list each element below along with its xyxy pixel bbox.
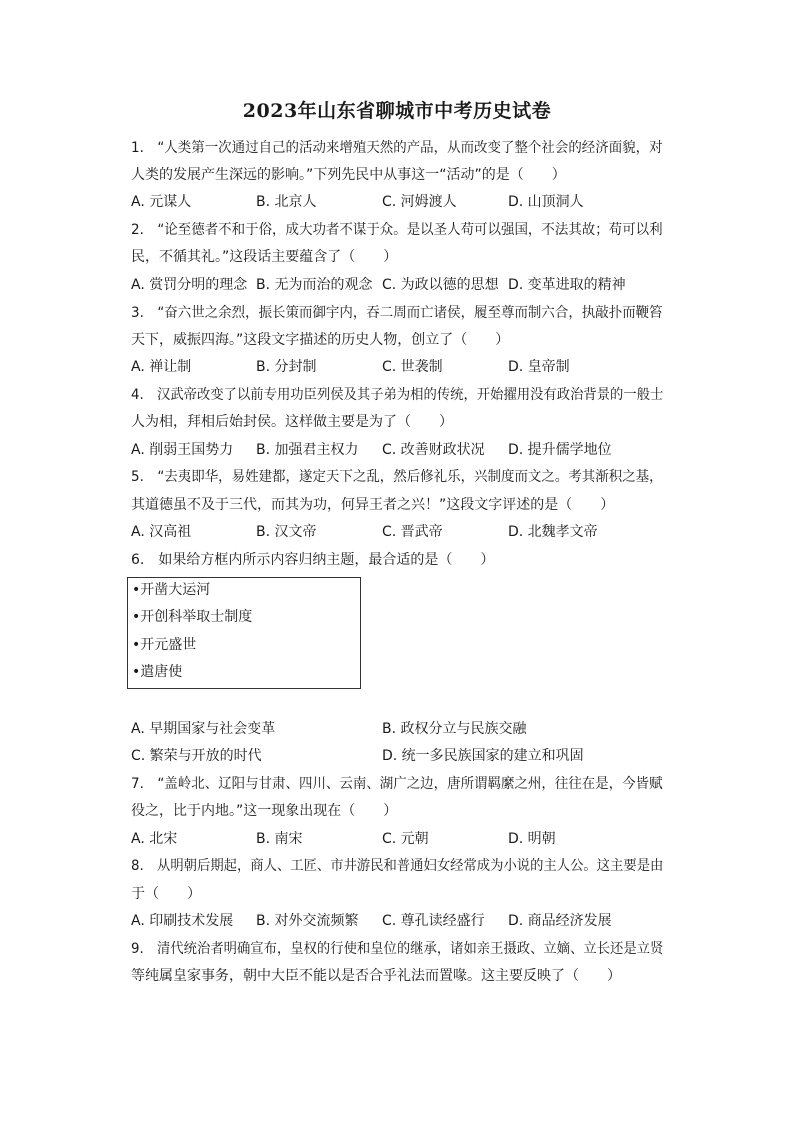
- question-2-line-1: 2. “论至德者不和于俗，成大功者不谋于众。是以圣人苟可以强国，不法其故；苟可以利: [131, 222, 663, 238]
- question-8-line-2: 于（ ）: [131, 886, 201, 902]
- q6-option-c: C. 繁荣与开放的时代: [131, 748, 262, 764]
- box-item: •开元盛世: [132, 637, 197, 653]
- question-4-line-1: 4. 汉武帝改变了以前专用功臣列侯及其子弟为相的传统，开始擢用没有政治背景的一般士: [131, 387, 664, 403]
- q7-option-d: D. 明朝: [508, 831, 556, 847]
- question-2-line-2: 民，不循其礼。”这段话主要蕴含了（ ）: [131, 249, 398, 265]
- q4-option-a: A. 削弱王国势力: [131, 442, 234, 458]
- q5-option-d: D. 北魏孝文帝: [508, 524, 598, 540]
- q8-option-c: C. 尊孔读经盛行: [382, 913, 485, 929]
- question-3-line-2: 天下，威振四海。”这段文字描述的历史人物，创立了（ ）: [131, 332, 510, 348]
- question-9-line-2: 等纯属皇家事务，朝中大臣不能以是否合乎礼法而置喙。这主要反映了（ ）: [131, 968, 621, 984]
- q1-option-a: A. 元谋人: [131, 194, 192, 210]
- question-5-line-1: 5. “去夷即华，易姓建都，遂定天下之乱，然后修礼乐，兴制度而文之。考其渐积之基，: [131, 469, 663, 485]
- q5-option-b: B. 汉文帝: [256, 524, 317, 540]
- q7-option-b: B. 南宋: [256, 831, 303, 847]
- question-9-line-1: 9. 清代统治者明确宣布，皇权的行使和皇位的继承，诸如亲王摄政、立嫡、立长还是立贤: [131, 941, 664, 957]
- q1-option-d: D. 山顶洞人: [508, 194, 584, 210]
- question-7-line-1: 7. “盖岭北、辽阳与甘肃、四川、云南、湖广之边，唐所谓羁縻之州，往往在是，今皆赋: [131, 776, 663, 792]
- q2-option-a: A. 赏罚分明的理念: [131, 277, 248, 293]
- q7-option-a: A. 北宋: [131, 831, 178, 847]
- question-3-line-1: 3. “奋六世之余烈，振长策而御宇内，吞二周而亡诸侯，履至尊而制六合，执敲扑而鞭笞: [131, 305, 663, 321]
- question-7-line-2: 役之，比于内地。”这一现象出现在（ ）: [131, 803, 398, 819]
- q7-option-c: C. 元朝: [382, 831, 429, 847]
- q4-option-b: B. 加强君主权力: [256, 442, 359, 458]
- page-title: 2023年山东省聊城市中考历史试卷: [242, 100, 552, 122]
- question-4-line-2: 人为相，拜相后始封侯。这样做主要是为了（ ）: [131, 414, 453, 430]
- q2-option-c: C. 为政以德的思想: [382, 277, 499, 293]
- q3-option-c: C. 世袭制: [382, 359, 443, 375]
- q8-option-b: B. 对外交流频繁: [256, 913, 359, 929]
- q4-option-c: C. 改善财政状况: [382, 442, 485, 458]
- q1-option-c: C. 河姆渡人: [382, 194, 457, 210]
- q2-option-d: D. 变革进取的精神: [508, 277, 626, 293]
- question-5-line-2: 其道德虽不及于三代，而其为功，何异王者之兴！”这段文字评述的是（ ）: [131, 497, 615, 513]
- question-1-line-2: 人类的发展产生深远的影响。”下列先民中从事这一“活动”的是（ ）: [131, 167, 566, 183]
- q3-option-d: D. 皇帝制: [508, 359, 570, 375]
- question-1-line-1: 1. “人类第一次通过自己的活动来增殖天然的产品，从而改变了整个社会的经济面貌，对: [131, 140, 663, 156]
- question-8-line-1: 8. 从明朝后期起，商人、工匠、市井游民和普通妇女经常成为小说的主人公。这主要是由: [131, 858, 664, 874]
- q6-option-d: D. 统一多民族国家的建立和巩固: [382, 748, 584, 764]
- box-item: •遣唐使: [132, 664, 183, 680]
- question-6-line-1: 6. 如果给方框内所示内容归纳主题，最合适的是（ ）: [131, 552, 495, 568]
- q5-option-a: A. 汉高祖: [131, 524, 192, 540]
- q6-option-a: A. 早期国家与社会变革: [131, 721, 276, 737]
- box-item: •开凿大运河: [132, 582, 211, 598]
- q6-option-b: B. 政权分立与民族交融: [382, 721, 527, 737]
- q8-option-a: A. 印刷技术发展: [131, 913, 234, 929]
- box-item: •开创科举取士制度: [132, 609, 253, 625]
- q1-option-b: B. 北京人: [256, 194, 317, 210]
- q4-option-d: D. 提升儒学地位: [508, 442, 612, 458]
- q3-option-b: B. 分封制: [256, 359, 317, 375]
- q5-option-c: C. 晋武帝: [382, 524, 443, 540]
- q2-option-b: B. 无为而治的观念: [256, 277, 373, 293]
- q3-option-a: A. 禅让制: [131, 359, 192, 375]
- q8-option-d: D. 商品经济发展: [508, 913, 612, 929]
